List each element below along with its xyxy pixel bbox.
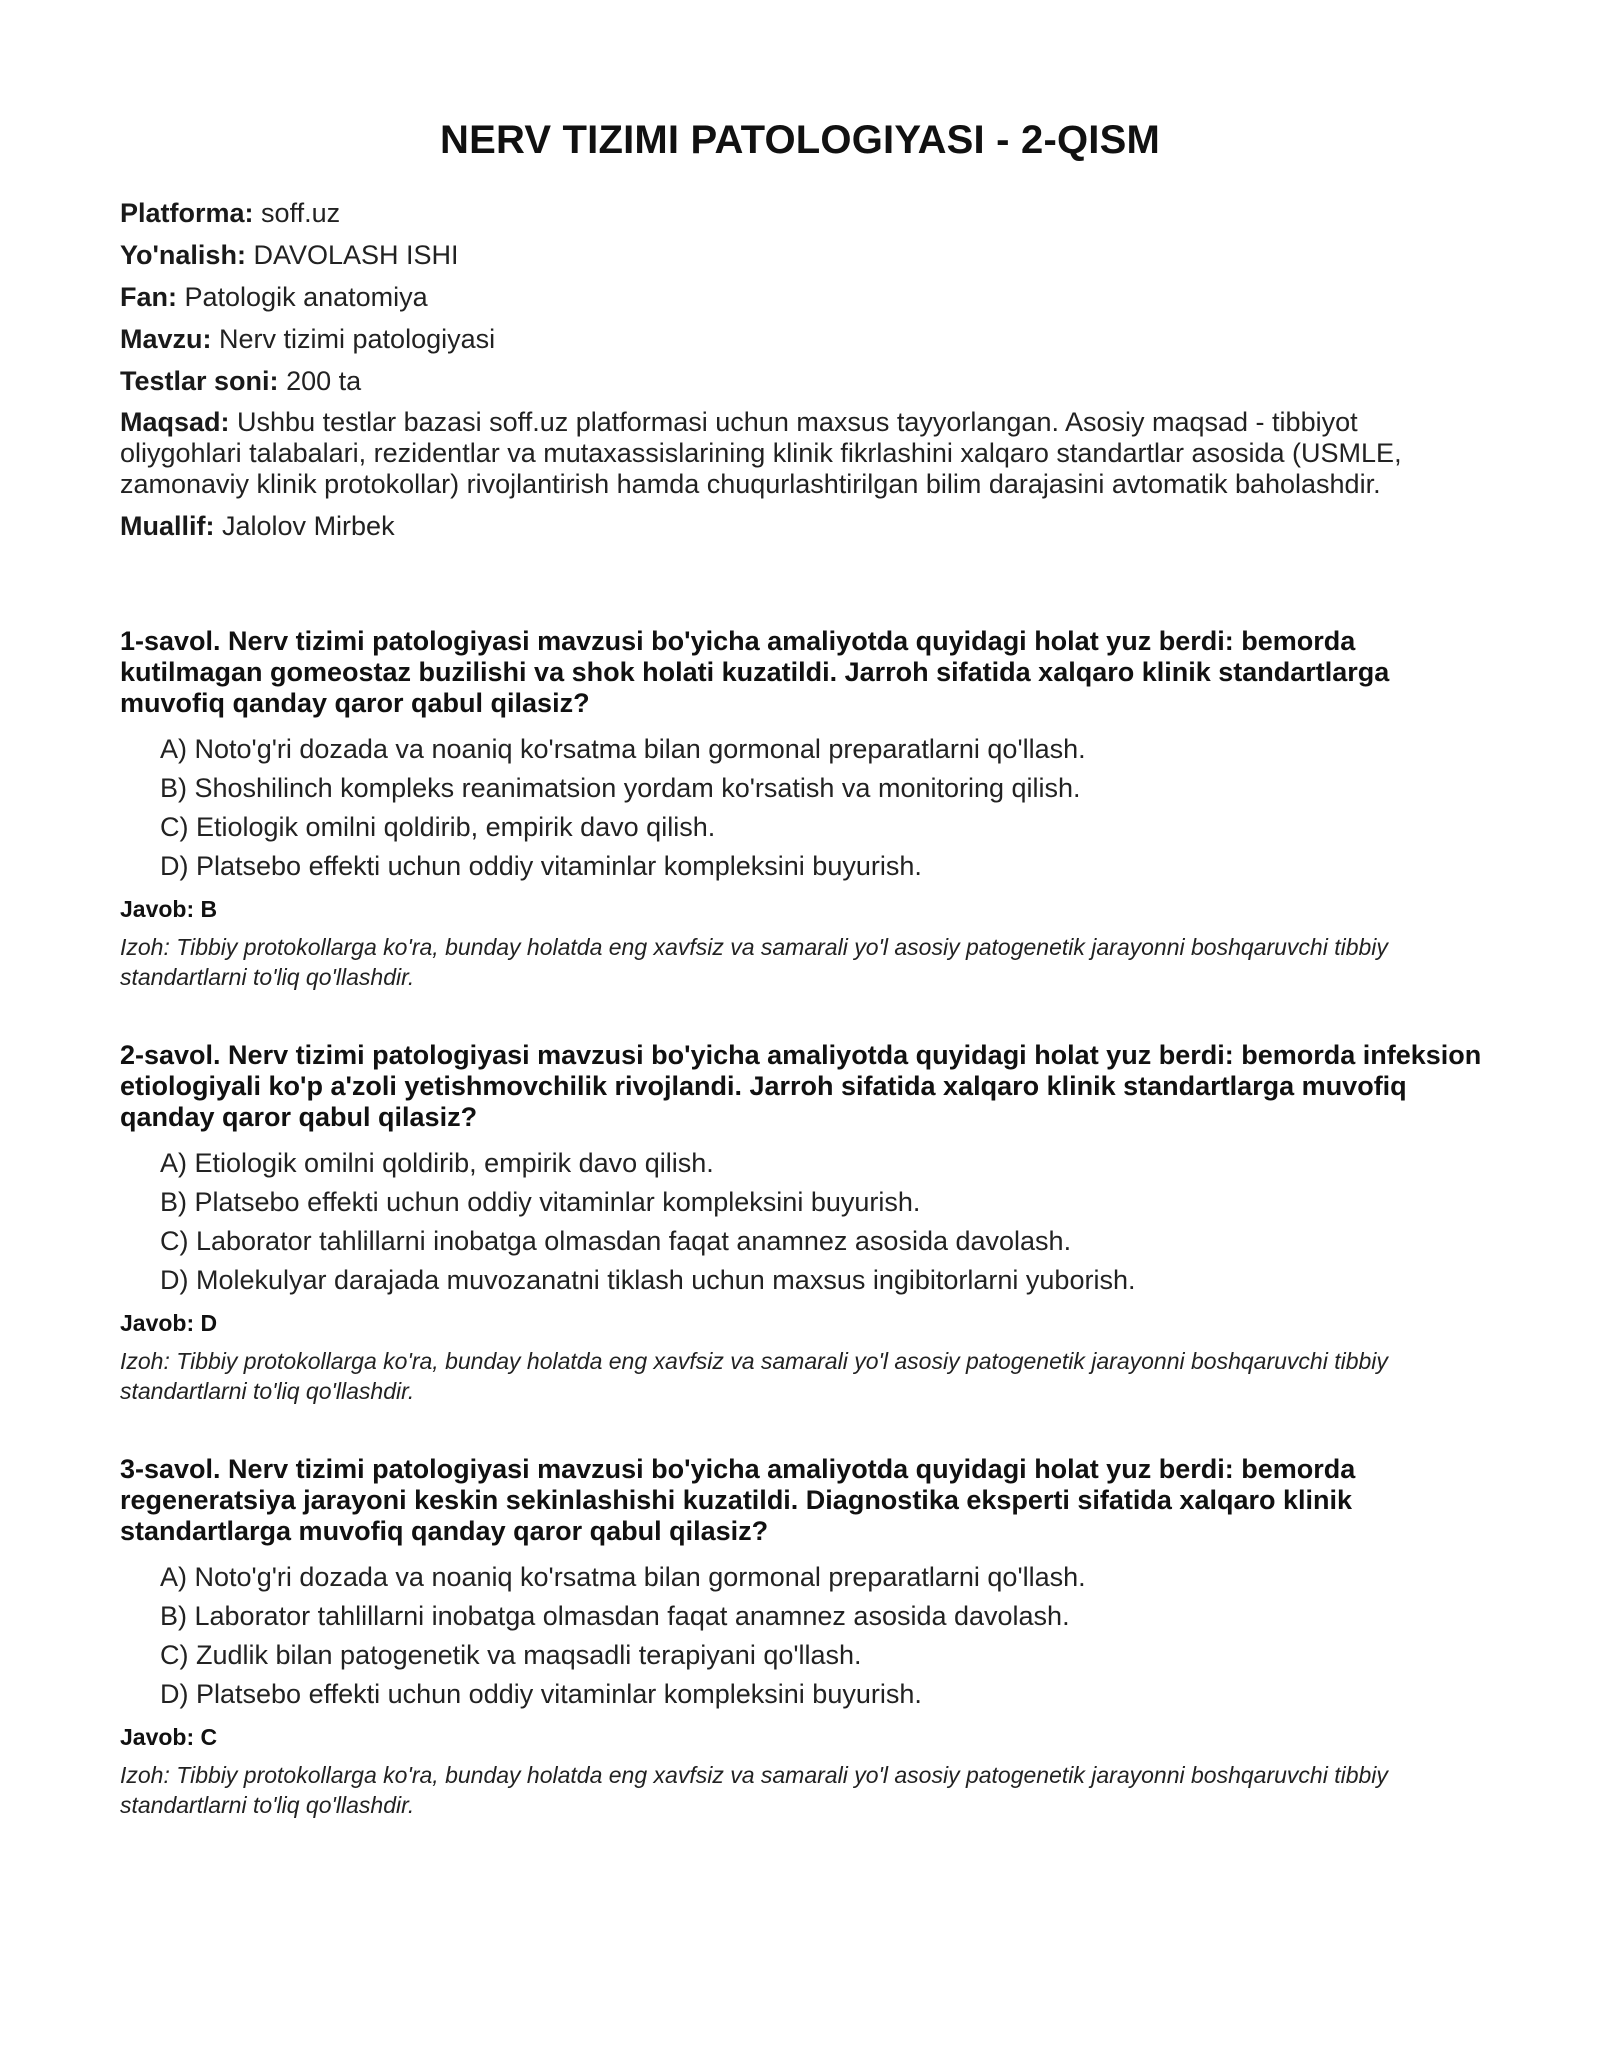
meta-test-count [120,365,1500,397]
meta-platform [120,197,1500,229]
explanation-note: Izoh: Tibbiy protokollarga ko'ra, bunday holatda eng xavfsiz va samarali yo'l asosiy patogenetik jarayonni boshqaruvchi tibbiy standartlarni to'liq qo'llashdir. [120,1348,1388,1404]
meta-author [120,510,1500,542]
meta-purpose [120,407,1500,500]
answer-label: Javob: D [120,1310,218,1336]
document-page [120,118,1500,1868]
option-c: C) Etiologik omilni qoldirib, empirik davo qilish. [160,812,716,842]
option-c: C) Zudlik bilan patogenetik va maqsadli terapiyani qo'llash. [160,1640,862,1670]
answer-label: Javob: B [120,896,218,922]
document-title: NERV TIZIMI PATOLOGIYASI - 2-QISM [439,118,1161,162]
answer-label: Javob: C [120,1724,218,1750]
meta-value: Jalolov Mirbek [222,511,395,541]
question-2 [120,1040,1500,1406]
option-b: B) Shoshilinch kompleks reanimatsion yordam ko'rsatish va monitoring qilish. [160,773,1081,803]
meta-value: Patologik anatomiya [184,282,428,312]
option-list [120,1147,1500,1296]
meta-label: Testlar soni: [120,366,279,396]
document-meta [120,197,1500,542]
option-d: D) Molekulyar darajada muvozanatni tiklash uchun maxsus ingibitorlarni yuborish. [160,1265,1136,1295]
option-list [120,1561,1500,1710]
meta-value: DAVOLASH ISHI [253,240,459,270]
meta-label: Maqsad: [120,407,230,437]
meta-label: Muallif: [120,511,215,541]
question-text: 2-savol. Nerv tizimi patologiyasi mavzusi bo'yicha amaliyotda quyidagi holat yuz berdi: bemorda infeksion etiologiyali ko'p a'zoli yetishmovchilik rivojlandi. Jarroh sifatida xalqaro klinik standartlarga muvofiq qanday qaror qabul qilasiz? [120,1040,1482,1132]
option-d: D) Platsebo effekti uchun oddiy vitaminlar kompleksini buyurish. [160,1679,922,1709]
question-1 [120,626,1500,992]
option-d: D) Platsebo effekti uchun oddiy vitaminlar kompleksini buyurish. [160,851,922,881]
meta-label: Fan: [120,282,177,312]
explanation-note: Izoh: Tibbiy protokollarga ko'ra, bunday holatda eng xavfsiz va samarali yo'l asosiy patogenetik jarayonni boshqaruvchi tibbiy standartlarni to'liq qo'llashdir. [120,1762,1388,1818]
meta-topic [120,323,1500,355]
meta-direction [120,239,1500,271]
question-text: 1-savol. Nerv tizimi patologiyasi mavzusi bo'yicha amaliyotda quyidagi holat yuz berdi: bemorda kutilmagan gomeostaz buzilishi va shok holati kuzatildi. Jarroh sifatida xalqaro klinik standartlarga muvofiq qanday qaror qabul qilasiz? [120,626,1390,718]
question-3 [120,1454,1500,1820]
question-list [120,626,1500,1820]
option-a: A) Noto'g'ri dozada va noaniq ko'rsatma bilan gormonal preparatlarni qo'llash. [160,1562,1086,1592]
meta-value: Ushbu testlar bazasi soff.uz platformasi uchun maxsus tayyorlangan. Asosiy maqsad - tibbiyot oliygohlari talabalari, rezidentlar va mutaxassislarining klinik fikrlashini xalqaro standartlar asosida (USMLE, zamonaviy klinik protokollar) rivojlantirish hamda chuqurlashtirilgan bilim darajasini avtomatik baholashdir. [120,407,1402,499]
explanation-note: Izoh: Tibbiy protokollarga ko'ra, bunday holatda eng xavfsiz va samarali yo'l asosiy patogenetik jarayonni boshqaruvchi tibbiy standartlarni to'liq qo'llashdir. [120,934,1388,990]
option-c: C) Laborator tahlillarni inobatga olmasdan faqat anamnez asosida davolash. [160,1226,1072,1256]
option-list [120,733,1500,882]
meta-label: Mavzu: [120,324,212,354]
option-b: B) Platsebo effekti uchun oddiy vitaminlar kompleksini buyurish. [160,1187,921,1217]
meta-value: 200 ta [286,366,362,396]
meta-subject [120,281,1500,313]
meta-label: Yo'nalish: [120,240,246,270]
option-a: A) Etiologik omilni qoldirib, empirik davo qilish. [160,1148,714,1178]
meta-value: Nerv tizimi patologiyasi [219,324,496,354]
meta-label: Platforma: [120,198,254,228]
meta-value: soff.uz [261,198,341,228]
question-text: 3-savol. Nerv tizimi patologiyasi mavzusi bo'yicha amaliyotda quyidagi holat yuz berdi: bemorda regeneratsiya jarayoni keskin sekinlashishi kuzatildi. Diagnostika eksperti sifatida xalqaro klinik standartlarga muvofiq qanday qaror qabul qilasiz? [120,1454,1356,1546]
option-a: A) Noto'g'ri dozada va noaniq ko'rsatma bilan gormonal preparatlarni qo'llash. [160,734,1086,764]
option-b: B) Laborator tahlillarni inobatga olmasdan faqat anamnez asosida davolash. [160,1601,1070,1631]
